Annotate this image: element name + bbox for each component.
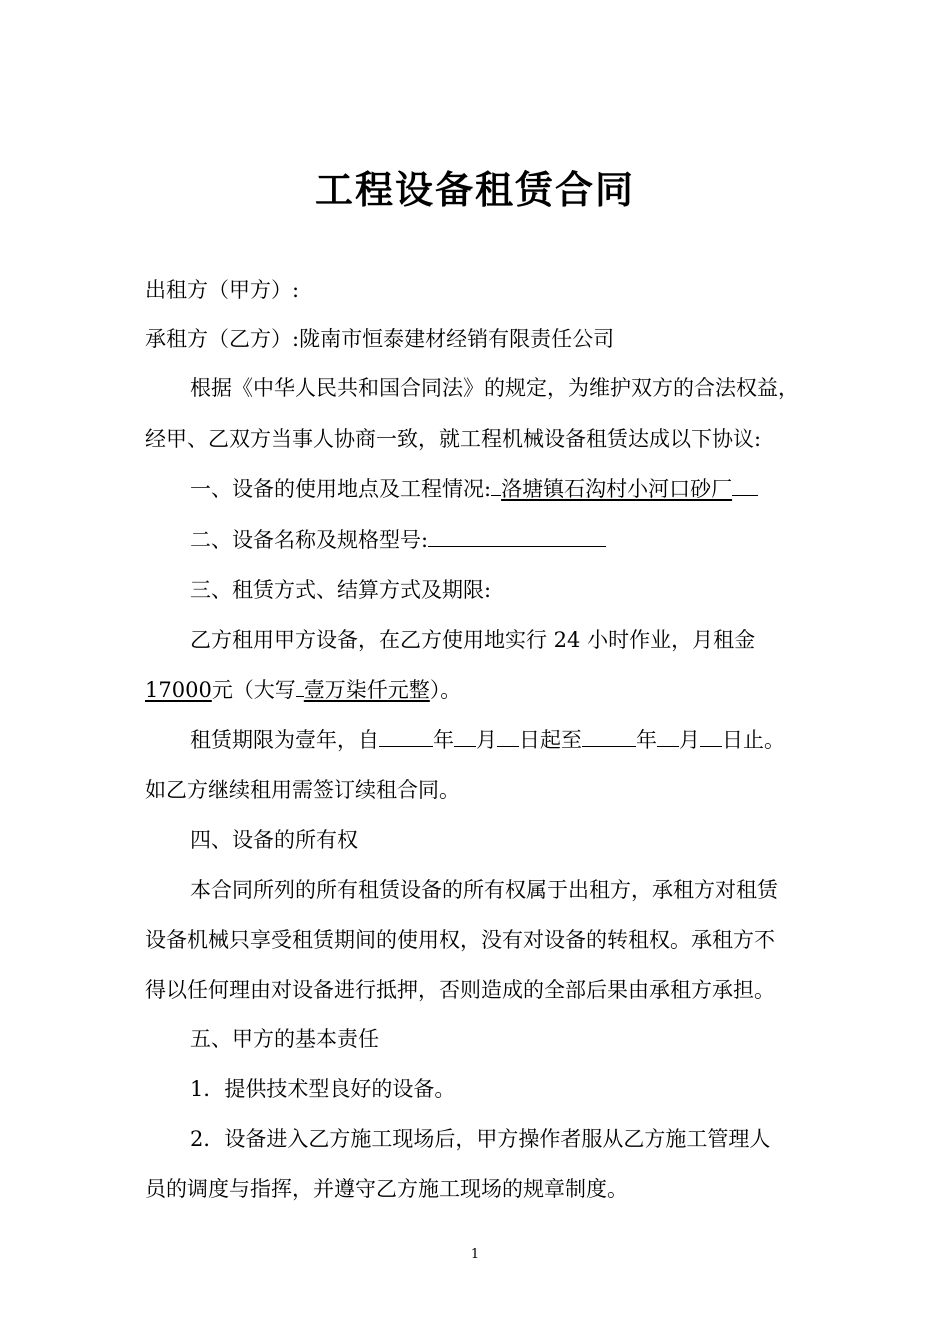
preamble-line-2: 经甲、乙双方当事人协商一致，就工程机械设备租赁达成以下协议:	[145, 427, 762, 451]
section3-rent-line	[145, 675, 810, 705]
rent-close: ）。	[429, 678, 462, 702]
section1-location: 洛塘镇石沟村小河口砂厂	[501, 477, 733, 501]
lessee-line	[145, 324, 810, 354]
end-day-blank	[700, 726, 722, 747]
page-number: 1	[470, 1247, 480, 1262]
end-day-label: 日止。	[722, 728, 785, 752]
section5-item-2-line-1: 2．设备进入乙方施工现场后，甲方操作者服从乙方施工管理人	[190, 1127, 771, 1151]
contract-title: 工程设备租赁合同	[314, 167, 635, 212]
section1-line	[190, 474, 810, 504]
section4-line-2: 设备机械只享受租赁期间的使用权，没有对设备的转租权。承租方不	[145, 928, 775, 952]
section2-label: 二、设备名称及规格型号:	[190, 528, 429, 552]
section5-heading: 五、甲方的基本责任	[190, 1027, 379, 1051]
preamble-line-1: 根据《中华人民共和国合同法》的规定，为维护双方的合法权益，	[190, 376, 799, 400]
start-year-label: 年	[433, 728, 454, 752]
end-month-label: 月	[679, 728, 700, 752]
section2-blank	[428, 526, 606, 547]
section3-heading: 三、租赁方式、结算方式及期限:	[190, 578, 492, 602]
lessor-line: 出租方（甲方）:	[145, 278, 300, 302]
rent-amount: 17000	[145, 678, 212, 702]
start-day-blank	[497, 726, 519, 747]
section1-pad-left	[491, 475, 501, 496]
end-month-blank	[657, 726, 679, 747]
rent-words: 壹万柒仟元整	[303, 678, 430, 702]
section1-label: 一、设备的使用地点及工程情况:	[190, 477, 492, 501]
lessee-label: 承租方（乙方）:	[145, 327, 300, 351]
section2-line	[190, 525, 810, 555]
section5-item-2-line-2: 员的调度与指挥，并遵守乙方施工现场的规章制度。	[145, 1177, 628, 1201]
start-day-label: 日起至	[519, 728, 582, 752]
section3-period-line-2: 如乙方继续租用需签订续租合同。	[145, 778, 460, 802]
section3-period-line	[190, 725, 810, 755]
start-month-blank	[454, 726, 476, 747]
end-year-blank	[582, 726, 636, 747]
end-year-label: 年	[636, 728, 657, 752]
rent-unit: 元（大写	[211, 678, 296, 702]
rent-words-pad	[296, 676, 304, 697]
period-prefix: 租赁期限为壹年，自	[190, 728, 379, 752]
section5-item-1: 1．提供技术型良好的设备。	[190, 1077, 456, 1101]
section1-pad-right	[732, 475, 758, 496]
start-year-blank	[379, 726, 433, 747]
section4-line-3: 得以任何理由对设备进行抵押，否则造成的全部后果由承租方承担。	[145, 978, 775, 1002]
section3-line-1: 乙方租用甲方设备，在乙方使用地实行 24 小时作业，月租金	[190, 628, 756, 652]
section4-heading: 四、设备的所有权	[190, 828, 358, 852]
lessee-name: 陇南市恒泰建材经销有限责任公司	[299, 327, 615, 351]
section4-line-1: 本合同所列的所有租赁设备的所有权属于出租方，承租方对租赁	[190, 878, 778, 902]
start-month-label: 月	[476, 728, 497, 752]
